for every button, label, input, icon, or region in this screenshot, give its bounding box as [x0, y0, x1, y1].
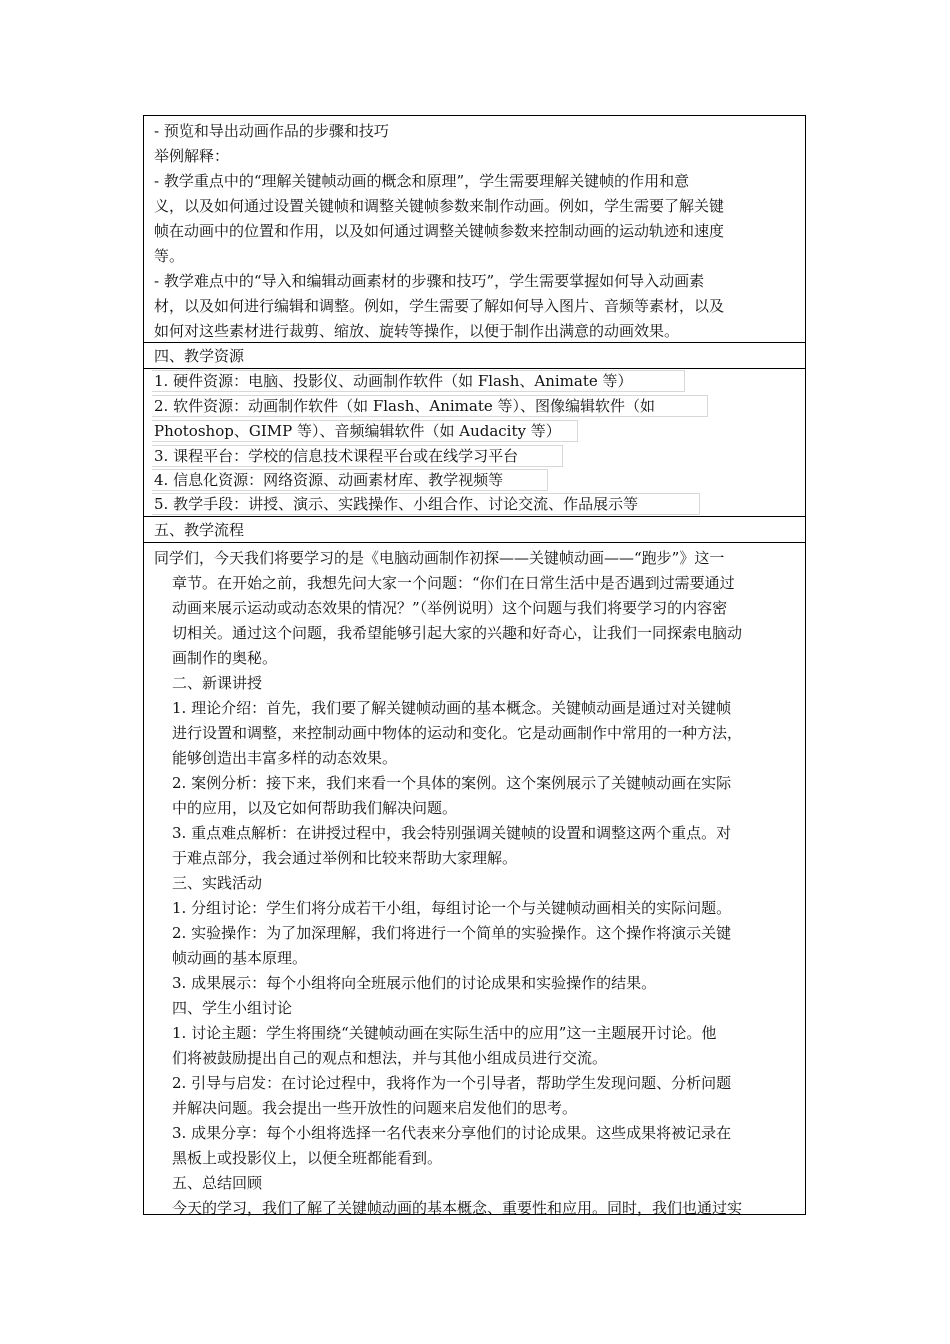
text-line: 2. 实验操作：为了加深理解，我们将进行一个简单的实验操作。这个操作将演示关键 — [172, 924, 732, 942]
text-line: 动画来展示运动或动态效果的情况？”（举例说明）这个问题与我们将要学习的内容密 — [172, 599, 728, 617]
subheading: 四、学生小组讨论 — [172, 999, 293, 1017]
divider — [144, 342, 805, 343]
text-line: 黑板上或投影仪上，以便全班都能看到。 — [172, 1149, 443, 1167]
resource-item: 3. 课程平台：学校的信息技术课程平台或在线学习平台 — [154, 447, 519, 465]
text-line: 切相关。通过这个问题，我希望能够引起大家的兴趣和好奇心，让我们一同探索电脑动 — [172, 624, 743, 642]
subheading: 五、总结回顾 — [172, 1174, 263, 1192]
subheading: 二、新课讲授 — [172, 674, 263, 692]
lesson-plan-table — [143, 115, 806, 1215]
text-line: 中的应用，以及它如何帮助我们解决问题。 — [172, 799, 458, 817]
divider — [144, 516, 805, 517]
text-line: 如何对这些素材进行裁剪、缩放、旋转等操作，以便于制作出满意的动画效果。 — [154, 322, 680, 340]
text-line: 帧动画的基本原理。 — [172, 949, 308, 967]
text-line: 章节。在开始之前，我想先问大家一个问题：“你们在日常生活中是否遇到过需要通过 — [172, 574, 735, 592]
text-line: 2. 案例分析：接下来，我们来看一个具体的案例。这个案例展示了关键帧动画在实际 — [172, 774, 732, 792]
text-line: 1. 理论介绍：首先，我们要了解关键帧动画的基本概念。关键帧动画是通过对关键帧 — [172, 699, 732, 717]
section-5-title: 五、教学流程 — [154, 521, 245, 539]
text-line: 2. 引导与启发：在讨论过程中，我将作为一个引导者，帮助学生发现问题、分析问题 — [172, 1074, 732, 1092]
text-line: 举例解释： — [154, 147, 230, 165]
text-line: - 教学难点中的“导入和编辑动画素材的步骤和技巧”，学生需要掌握如何导入动画素 — [154, 272, 705, 290]
section-3-continuation — [144, 116, 805, 342]
text-line: 并解决问题。我会提出一些开放性的问题来启发他们的思考。 — [172, 1099, 578, 1117]
section-5-content — [144, 542, 805, 1216]
resource-item: 4. 信息化资源：网络资源、动画素材库、教学视频等 — [154, 471, 504, 489]
text-line: 能够创造出丰富多样的动态效果。 — [172, 749, 398, 767]
text-line: 们将被鼓励提出自己的观点和想法，并与其他小组成员进行交流。 — [172, 1049, 608, 1067]
section-4-title: 四、教学资源 — [154, 347, 245, 365]
resource-item: Photoshop、GIMP 等）、音频编辑软件（如 Audacity 等） — [154, 422, 561, 440]
text-line: 进行设置和调整，来控制动画中物体的运动和变化。它是动画制作中常用的一种方法， — [172, 724, 743, 742]
text-line: 今天的学习，我们了解了关键帧动画的基本概念、重要性和应用。同时，我们也通过实 — [172, 1199, 743, 1217]
text-line: 帧在动画中的位置和作用，以及如何通过调整关键帧参数来控制动画的运动轨迹和速度 — [154, 222, 725, 240]
text-line: 义，以及如何通过设置关键帧和调整关键帧参数来制作动画。例如，学生需要了解关键 — [154, 197, 725, 215]
text-line: 等。 — [154, 247, 185, 265]
text-line: 于难点部分，我会通过举例和比较来帮助大家理解。 — [172, 849, 518, 867]
text-line: 1. 讨论主题：学生将围绕“关键帧动画在实际生活中的应用”这一主题展开讨论。他 — [172, 1024, 717, 1042]
text-line: - 预览和导出动画作品的步骤和技巧 — [154, 122, 389, 140]
section-4-resources — [144, 368, 805, 516]
text-line: 3. 成果分享：每个小组将选择一名代表来分享他们的讨论成果。这些成果将被记录在 — [172, 1124, 732, 1142]
subheading: 三、实践活动 — [172, 874, 263, 892]
text-line: 3. 重点难点解析：在讲授过程中，我会特别强调关键帧的设置和调整这两个重点。对 — [172, 824, 732, 842]
resource-item: 2. 软件资源：动画制作软件（如 Flash、Animate 等）、图像编辑软件（如 — [154, 397, 655, 415]
text-line: - 教学重点中的“理解关键帧动画的概念和原理”，学生需要理解关键帧的作用和意 — [154, 172, 690, 190]
text-line: 同学们，今天我们将要学习的是《电脑动画制作初探——关键帧动画——“跑步”》这一 — [154, 549, 725, 567]
text-line: 画制作的奥秘。 — [172, 649, 278, 667]
resource-item: 5. 教学手段：讲授、演示、实践操作、小组合作、讨论交流、作品展示等 — [154, 495, 639, 513]
text-line: 材，以及如何进行编辑和调整。例如，学生需要了解如何导入图片、音频等素材，以及 — [154, 297, 725, 315]
resource-item: 1. 硬件资源：电脑、投影仪、动画制作软件（如 Flash、Animate 等） — [154, 372, 633, 390]
text-line: 1. 分组讨论：学生们将分成若干小组，每组讨论一个与关键帧动画相关的实际问题。 — [172, 899, 732, 917]
text-line: 3. 成果展示：每个小组将向全班展示他们的讨论成果和实验操作的结果。 — [172, 974, 657, 992]
